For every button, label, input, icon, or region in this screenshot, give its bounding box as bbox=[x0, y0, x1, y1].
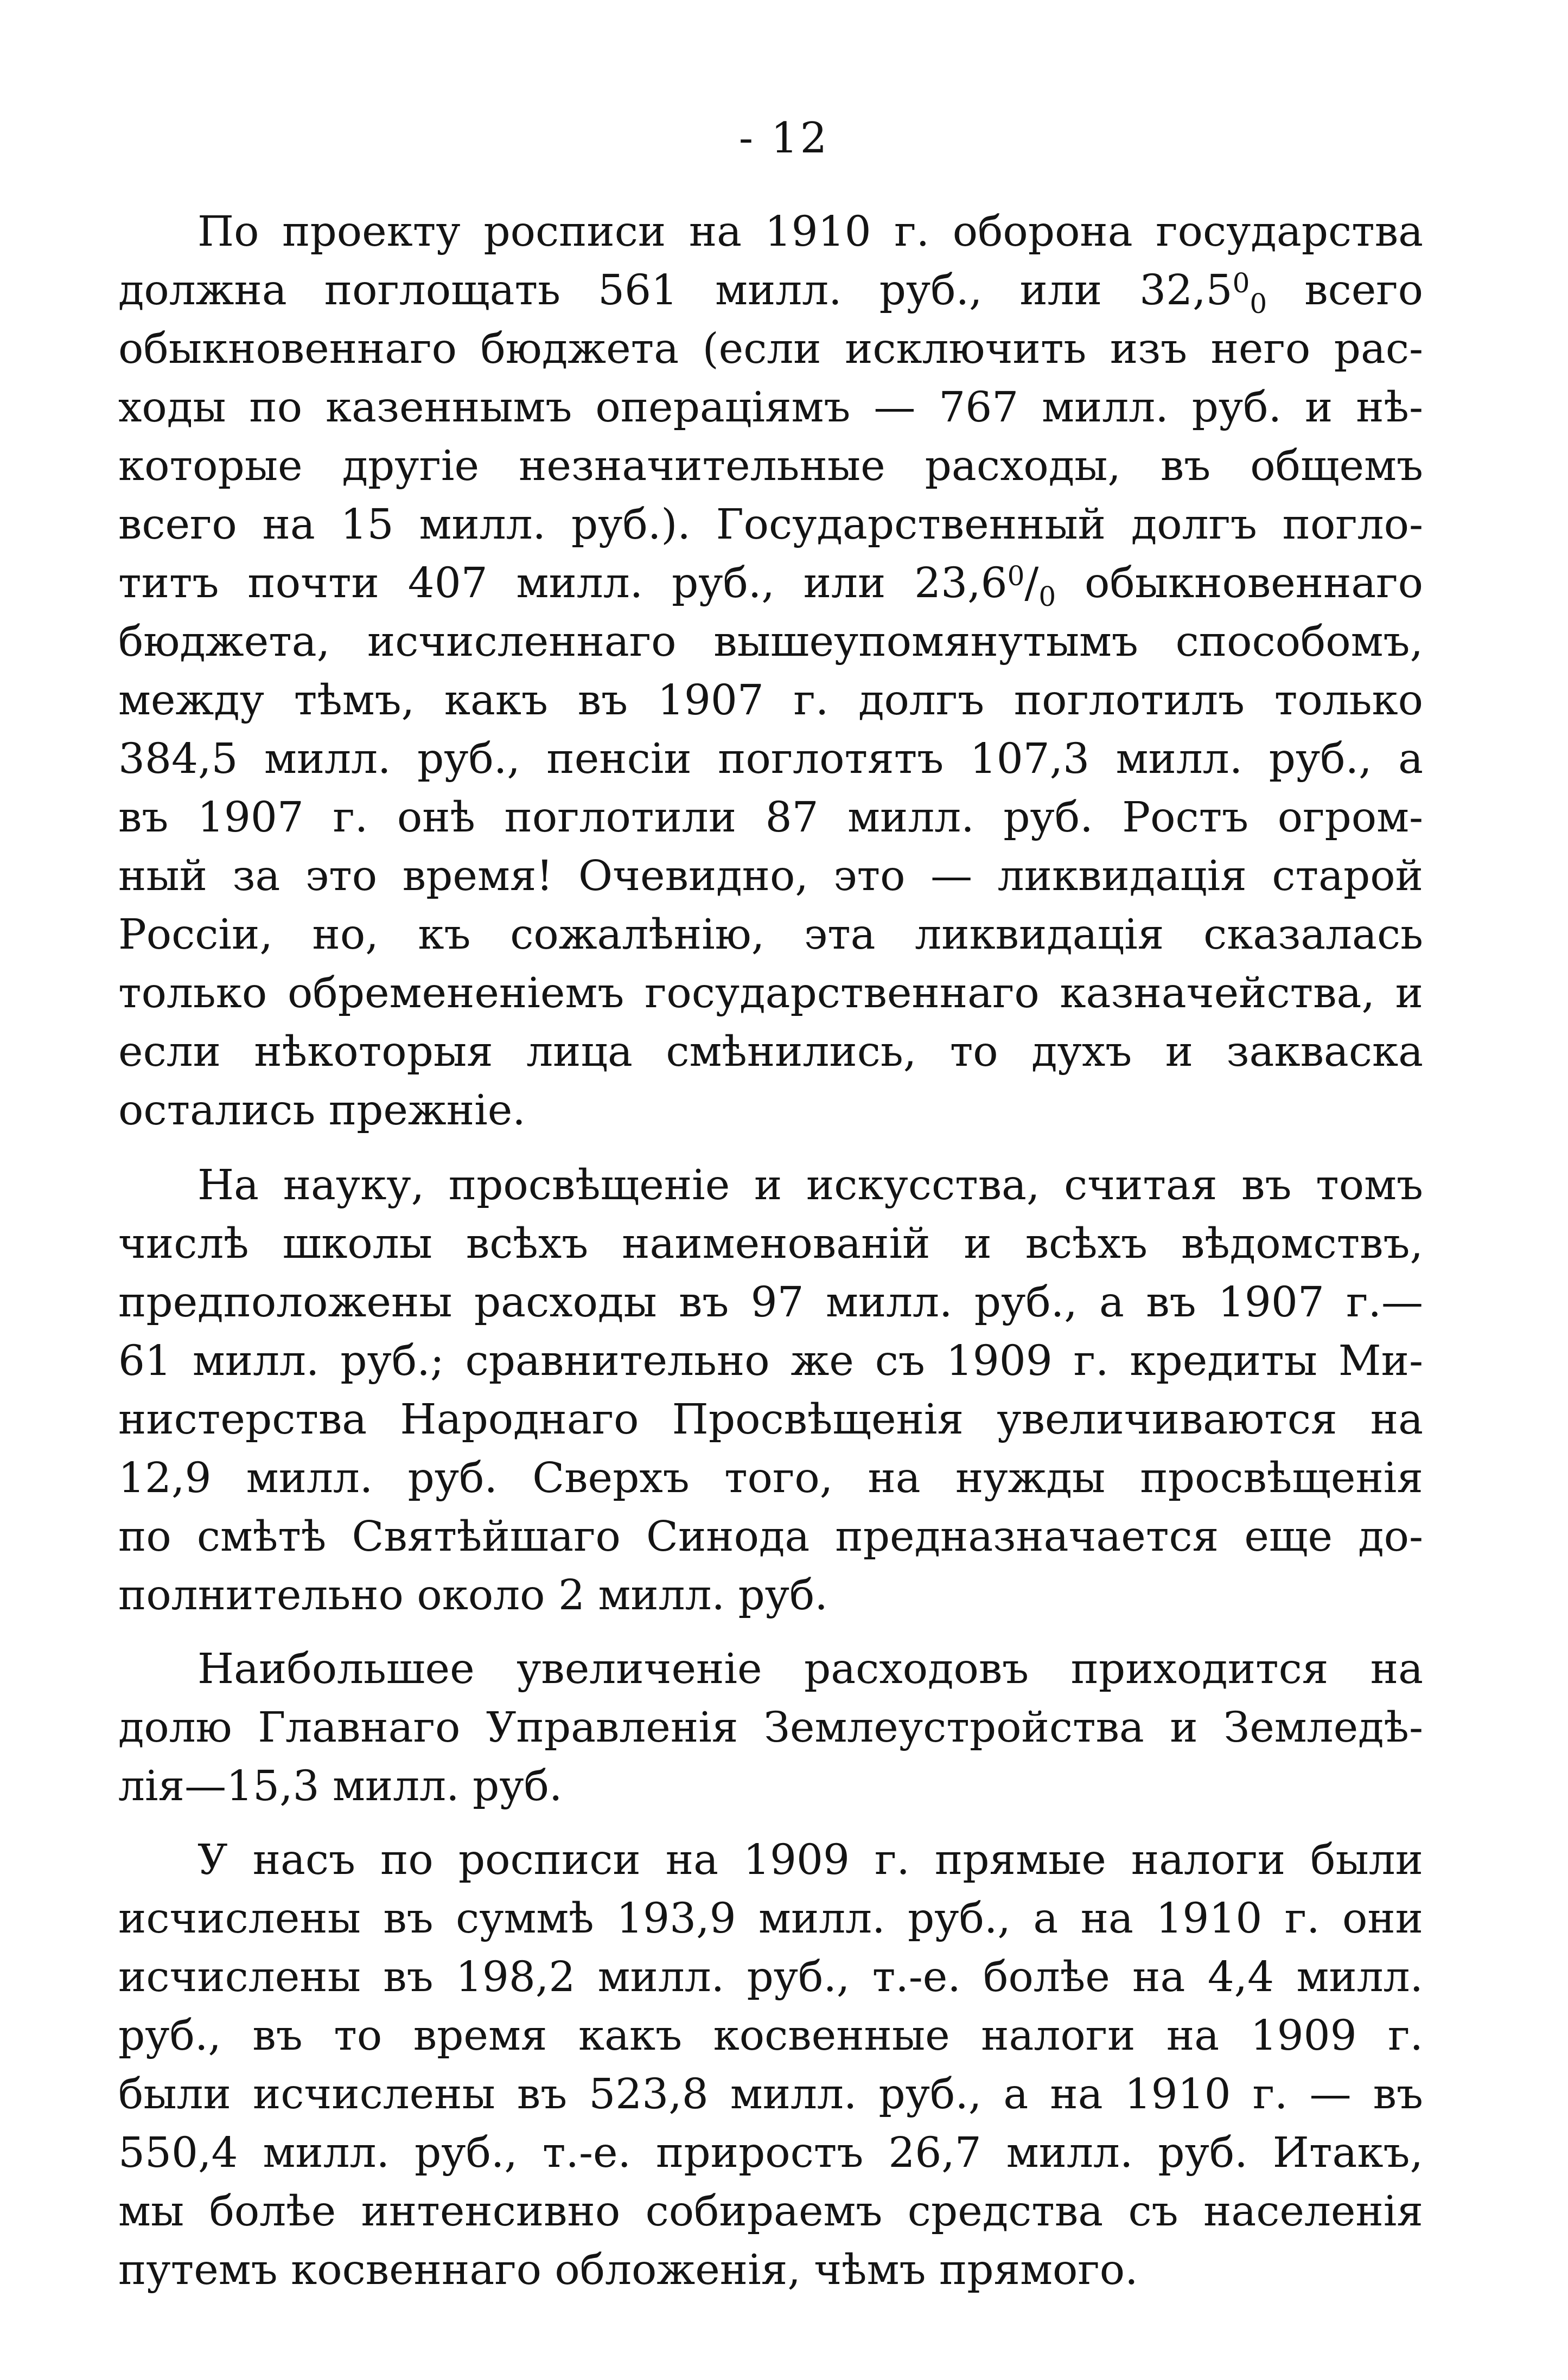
text-line: 61 милл. руб.; сравнительно же съ 1909 г. кредиты Ми- bbox=[118, 1337, 1423, 1385]
text-line bbox=[118, 260, 1423, 321]
text-line: путемъ косвеннаго обложенія, чѣмъ прямого. bbox=[118, 2246, 1138, 2294]
text-line: 550,4 милл. руб., т.-е. приростъ 26,7 милл. руб. Итакъ, bbox=[118, 2129, 1423, 2177]
text-line: исчислены въ суммѣ 193,9 милл. руб., а на 1910 г. они bbox=[118, 1895, 1423, 1943]
text-line: По проекту росписи на 1910 г. оборона государства bbox=[197, 208, 1423, 256]
percent-sign-bottom: 0 bbox=[1038, 581, 1056, 612]
text-line bbox=[118, 553, 1423, 614]
line-text: титъ почти 407 милл. руб., или 23,6 bbox=[118, 559, 1008, 607]
text-line: бюджета, исчисленнаго вышеупомянутымъ способомъ, bbox=[118, 618, 1423, 666]
text-line: На науку, просвѣщеніе и искусства, считая въ томъ bbox=[197, 1161, 1423, 1210]
text-line: нистерства Народнаго Просвѣщенія увеличиваются на bbox=[118, 1396, 1423, 1444]
text-line: всего на 15 милл. руб.). Государственный долгъ погло- bbox=[118, 501, 1423, 549]
text-line: которые другіе незначительные расходы, въ общемъ bbox=[118, 442, 1423, 490]
text-line: числѣ школы всѣхъ наименованій и всѣхъ вѣдомствъ, bbox=[118, 1220, 1423, 1268]
text-line: Россіи, но, къ сожалѣнію, эта ликвидація сказалась bbox=[118, 911, 1423, 959]
text-line: лія—15,3 милл. руб. bbox=[118, 1762, 563, 1810]
text-line: были исчислены въ 523,8 милл. руб., а на 1910 г. — въ bbox=[118, 2070, 1423, 2119]
page-number: - 12 bbox=[738, 114, 830, 163]
text-line: Наибольшее увеличеніе расходовъ приходится на bbox=[197, 1645, 1423, 1693]
text-line: въ 1907 г. онѣ поглотили 87 милл. руб. Ростъ огром- bbox=[118, 794, 1423, 842]
text-line: между тѣмъ, какъ въ 1907 г. долгъ поглотилъ только bbox=[118, 676, 1423, 725]
text-line: 12,9 милл. руб. Сверхъ того, на нужды просвѣщенія bbox=[118, 1454, 1423, 1502]
text-line: только обремененіемъ государственнаго казначейства, и bbox=[118, 969, 1423, 1018]
line-text-suffix: всего bbox=[1304, 266, 1423, 315]
text-line: остались прежніе. bbox=[118, 1086, 526, 1135]
text-line: полнительно около 2 милл. руб. bbox=[118, 1571, 828, 1620]
text-line: мы болѣе интенсивно собираемъ средства съ населенія bbox=[118, 2187, 1423, 2236]
percent-sign-top: 0 bbox=[1232, 267, 1250, 299]
text-line: долю Главнаго Управленія Землеустройства и Земледѣ- bbox=[118, 1704, 1423, 1752]
percent-sign-sep: / bbox=[1024, 559, 1039, 607]
text-line: руб., въ то время какъ косвенные налоги на 1909 г. bbox=[118, 2012, 1423, 2060]
text-line: ный за это время! Очевидно, это — ликвидація старой bbox=[118, 852, 1423, 900]
percent-sign-bottom: 0 bbox=[1250, 288, 1267, 319]
line-text-suffix: обыкновеннаго bbox=[1085, 559, 1423, 607]
text-line: обыкновеннаго бюджета (если исключить изъ него рас- bbox=[118, 325, 1423, 373]
text-line: ходы по казеннымъ операціямъ — 767 милл. руб. и нѣ- bbox=[118, 383, 1423, 432]
line-text: должна поглощать 561 милл. руб., или 32,5 bbox=[118, 266, 1233, 315]
text-line: предположены расходы въ 97 милл. руб., а въ 1907 г.— bbox=[118, 1278, 1423, 1327]
text-line: исчислены въ 198,2 милл. руб., т.-е. болѣе на 4,4 милл. bbox=[118, 1953, 1423, 2001]
text-line: если нѣкоторыя лица смѣнились, то духъ и закваска bbox=[118, 1028, 1423, 1076]
text-line: по смѣтѣ Святѣйшаго Синода предназначается еще до- bbox=[118, 1513, 1423, 1561]
text-line: У насъ по росписи на 1909 г. прямые налоги были bbox=[197, 1836, 1423, 1884]
percent-sign-top: 0 bbox=[1007, 560, 1025, 592]
text-line: 384,5 милл. руб., пенсіи поглотятъ 107,3 милл. руб., а bbox=[118, 735, 1423, 783]
